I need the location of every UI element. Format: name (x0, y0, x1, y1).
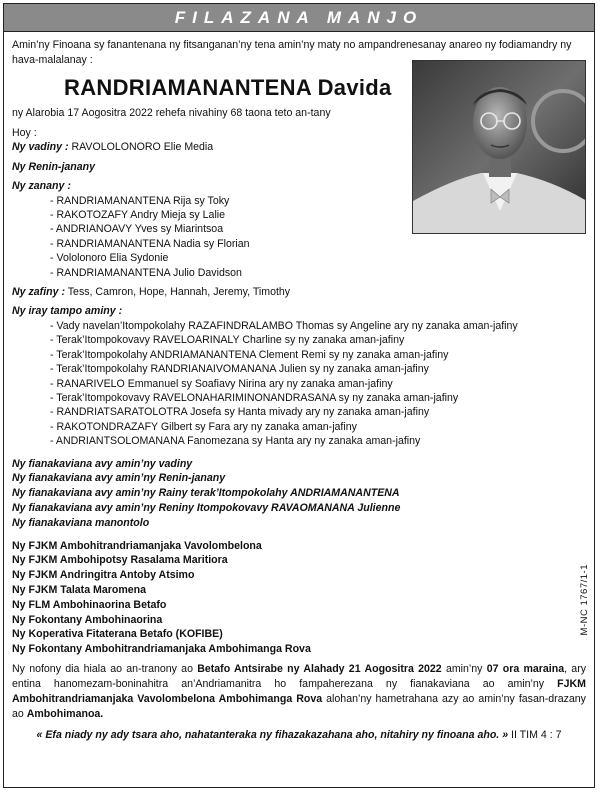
list-item: - RANDRIATSARATOLOTRA Josefa sy Hanta mivady ary ny zanaka aman-jafiny (50, 406, 430, 419)
list-item: - RANDRIAMANANTENA Julio Davidson (50, 266, 242, 279)
grandchildren-line (12, 285, 586, 300)
family-group: Ny fianakaviana avy amin’ny Renin-janany (12, 472, 226, 485)
burial-text: , ary entina hanomezam-boninahitra an’Andriamanitra ho fampaherezana ny fianakaviana ao amin’ny (12, 662, 587, 690)
organization: Ny FJKM Andringitra Antoby Atsimo (12, 569, 195, 582)
notice-content (12, 38, 586, 743)
quote-text: « Efa niady ny ady tsara aho, nahatanteraka ny fihazakazahana aho, nitahiry ny finoana aho. » (36, 728, 509, 741)
hoy-label: Hoy : (12, 126, 37, 139)
burial-place: Ambohimanoa. (26, 707, 104, 720)
list-item: - ANDRIANTSOLOMANANA Fanomezana sy Hanta ary ny zanaka aman-jafiny (50, 435, 421, 448)
quote-reference: II TIM 4 : 7 (508, 728, 562, 741)
bible-quote (12, 728, 586, 743)
family-group: Ny fianakaviana avy amin’ny Rainy terak’Itompokolahy ANDRIAMANANTENA (12, 487, 400, 500)
list-item: - RANDRIAMANANTENA Nadia sy Florian (50, 237, 250, 250)
list-item: - ANDRIANOAVY Yves sy Miarintsoa (50, 223, 224, 236)
organization: Ny FLM Ambohinaorina Betafo (12, 598, 167, 611)
burial-text: Ny nofony dia hiala ao an-tranony ao (12, 662, 198, 675)
notice-title: FILAZANA MANJO (174, 7, 424, 27)
spouse-label: Ny vadiny : (12, 141, 69, 153)
burial-paragraph (12, 662, 586, 722)
children-label: Ny zanany : (12, 180, 71, 192)
list-item: - RAKOTOZAFY Andry Mieja sy Lalie (50, 208, 226, 221)
burial-text: alohan’ny hametrahana azy ao amin’ny fasan-drazany ao (12, 692, 586, 720)
family-groups (12, 457, 586, 531)
family-group: Ny fianakaviana avy amin’ny vadiny (12, 457, 193, 470)
reference-code: M-NC 1767/1-1 (579, 564, 590, 636)
list-item: - RANDRIAMANANTENA Rija sy Toky (50, 194, 230, 207)
list-item: - RAKOTONDRAZAFY Gilbert sy Fara ary ny zanaka aman-jafiny (50, 420, 357, 433)
burial-time: 07 ora maraina (486, 662, 565, 675)
notice-frame (3, 3, 595, 788)
siblings-list (12, 319, 586, 449)
list-item: - Terak’Itompokolahy RANDRIANAIVOMANANA Julien sy ny zanaka aman-jafiny (50, 363, 429, 376)
list-item: - Vololonoro Elia Sydonie (50, 252, 169, 265)
deceased-name: RANDRIAMANANTENA Davida (64, 75, 392, 100)
portrait-image (413, 61, 586, 234)
grandchildren-names: Tess, Camron, Hope, Hannah, Jeremy, Timothy (67, 285, 291, 298)
burial-church: FJKM Ambohitrandriamanjaka Vavolombelona Ambohimanga Rova (12, 677, 586, 705)
death-info: ny Alarobia 17 Aogositra 2022 rehefa nivahiny 68 taona teto an-tany (12, 107, 331, 119)
list-item: - Terak’Itompokovavy RAVELONAHARIMINONANDRASANA sy ny zanaka aman-jafiny (50, 391, 459, 404)
organization: Ny FJKM Ambohitrandriamanjaka Vavolombelona (12, 539, 262, 552)
list-item: - Terak’Itompokolahy ANDRIAMANANTENA Clement Remi sy ny zanaka aman-jafiny (50, 348, 449, 361)
siblings-label: Ny iray tampo aminy : (12, 305, 123, 318)
list-item: - Terak’Itompokovavy RAVELOARINALY Charline sy ny zanaka aman-jafiny (50, 334, 405, 347)
list-item: - RANARIVELO Emmanuel sy Soafiavy Nirina ary ny zanaka aman-jafiny (50, 377, 393, 390)
family-group: Ny fianakaviana manontolo (12, 516, 150, 529)
renin-janany-label: Ny Renin-janany (12, 160, 96, 173)
burial-text: amin’ny (441, 662, 487, 675)
organization: Ny FJKM Talata Maromena (12, 583, 147, 596)
family-group: Ny fianakaviana avy amin’ny Reniny Itompokovavy RAVAOMANANA Julienne (12, 501, 401, 514)
organization: Ny Koperativa Fitaterana Betafo (KOFIBE) (12, 628, 223, 641)
burial-date: Betafo Antsirabe ny Alahady 21 Aogositra 2022 (197, 662, 442, 675)
organization: Ny FJKM Ambohipotsy Rasalama Maritiora (12, 554, 228, 567)
intro-text: Amin’ny Finoana sy fanantenana ny fitsanganan’ny tena amin’ny maty no ampandrenesanay anareo ny fodiamandry ny hava-malalanay : (12, 39, 572, 66)
organization: Ny Fokontany Ambohinaorina (12, 613, 163, 626)
deceased-photo (412, 60, 586, 234)
notice-header (4, 4, 594, 32)
spouse-name: RAVOLOLONORO Elie Media (71, 141, 214, 153)
organizations (12, 539, 586, 657)
grandchildren-label: Ny zafiny : (12, 285, 65, 298)
list-item: - Vady navelan’Itompokolahy RAZAFINDRALAMBO Thomas sy Angeline ary ny zanaka aman-jafiny (50, 319, 518, 332)
organization: Ny Fokontany Ambohitrandriamanjaka Ambohimanga Rova (12, 643, 311, 656)
